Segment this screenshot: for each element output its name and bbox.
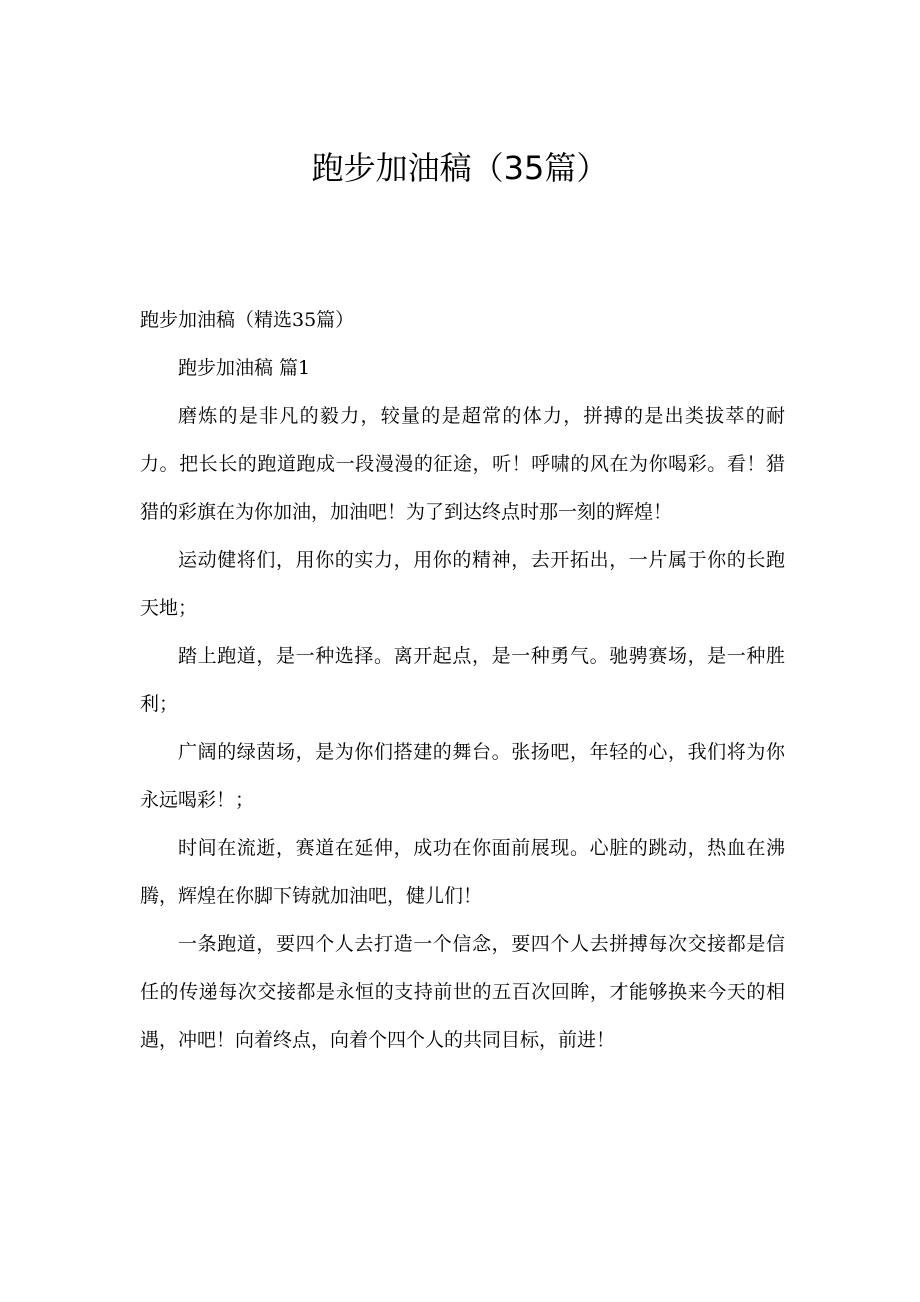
- document-subtitle: 跑步加油稿（精选35篇）: [140, 309, 355, 331]
- paragraph: 踏上跑道，是一种选择。离开起点，是一种勇气。驰骋赛场，是一种胜利；: [140, 645, 785, 715]
- paragraph: 一条跑道，要四个人去打造一个信念，要四个人去拼搏每次交接都是信任的传递每次交接都是永恒的支持前世的五百次回眸，才能够换来今天的相遇，冲吧！向着终点，向着个四个人的共同目标，前进！: [140, 933, 785, 1051]
- paragraph: 广阔的绿茵场，是为你们搭建的舞台。张扬吧，年轻的心，我们将为你永远喝彩！；: [140, 741, 785, 811]
- section-heading: 跑步加油稿 篇1: [178, 357, 311, 379]
- document-title: 跑步加油稿（35篇）: [311, 149, 609, 187]
- paragraph: 时间在流逝，赛道在延伸，成功在你面前展现。心脏的跳动，热血在沸腾，辉煌在你脚下铸就加油吧，健儿们！: [140, 837, 785, 907]
- paragraph: 磨炼的是非凡的毅力，较量的是超常的体力，拼搏的是出类拔萃的耐力。把长长的跑道跑成一段漫漫的征途，听！呼啸的风在为你喝彩。看！猎猎的彩旗在为你加油，加油吧！为了到达终点时那一刻的辉煌！: [140, 405, 785, 523]
- paragraph: 运动健将们，用你的实力，用你的精神，去开拓出，一片属于你的长跑天地；: [140, 549, 785, 619]
- document-body: [140, 296, 785, 1064]
